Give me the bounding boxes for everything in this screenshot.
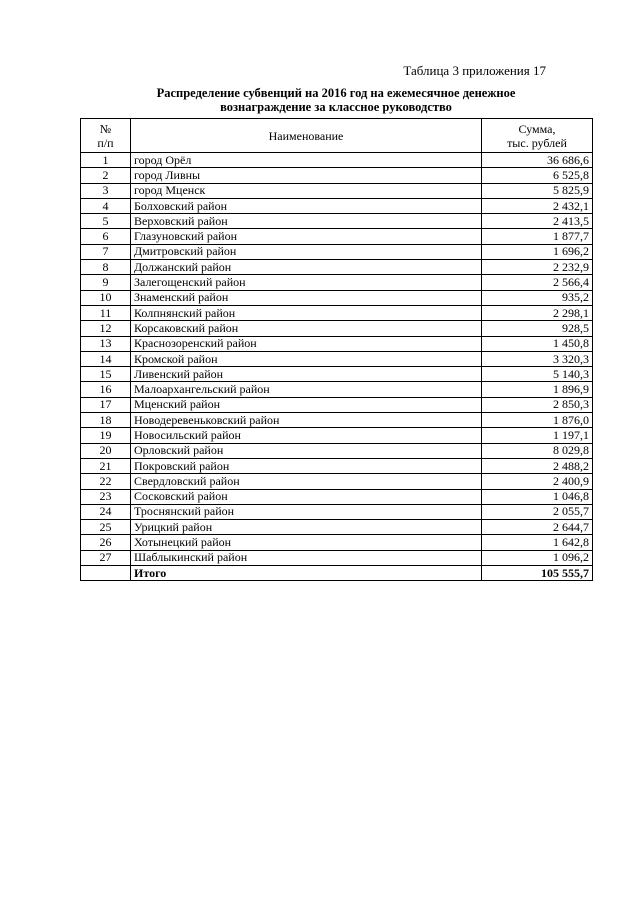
row-number-cell: 4 (81, 198, 131, 213)
table-body (81, 153, 593, 581)
column-header-number-line-2: п/п (97, 135, 114, 150)
column-header-name: Наименование (131, 119, 482, 153)
row-number-cell: 22 (81, 474, 131, 489)
row-name-cell: Орловский район (131, 443, 482, 458)
table-row (81, 382, 593, 397)
row-sum-cell: 1 046,8 (482, 489, 593, 504)
table-row (81, 367, 593, 382)
row-number-cell: 17 (81, 397, 131, 412)
row-sum-cell: 3 320,3 (482, 351, 593, 366)
table-row (81, 260, 593, 275)
row-sum-cell: 5 825,9 (482, 183, 593, 198)
row-number-cell: 14 (81, 351, 131, 366)
row-number-cell: 16 (81, 382, 131, 397)
subsidy-table (80, 118, 593, 581)
table-row (81, 428, 593, 443)
table-row (81, 535, 593, 550)
row-number-cell: 15 (81, 367, 131, 382)
row-sum-cell: 2 413,5 (482, 214, 593, 229)
row-sum-cell: 8 029,8 (482, 443, 593, 458)
table-row (81, 183, 593, 198)
row-name-cell: Залегощенский район (131, 275, 482, 290)
column-header-sum-line-2: тыс. рублей (507, 135, 567, 150)
table-row (81, 321, 593, 336)
table-row (81, 244, 593, 259)
row-name-cell: Глазуновский район (131, 229, 482, 244)
table-row (81, 229, 593, 244)
row-number-cell: 10 (81, 290, 131, 305)
row-name-cell: Троснянский район (131, 504, 482, 519)
table-row (81, 489, 593, 504)
row-name-cell: город Мценск (131, 183, 482, 198)
table-total-row (81, 566, 593, 581)
row-number-cell: 27 (81, 550, 131, 565)
row-sum-cell: 2 232,9 (482, 260, 593, 275)
column-header-sum (482, 119, 593, 153)
row-name-cell: Новодеревеньковский район (131, 413, 482, 428)
row-number-cell: 13 (81, 336, 131, 351)
row-number-cell: 24 (81, 504, 131, 519)
row-name-cell: Краснозоренский район (131, 336, 482, 351)
row-sum-cell: 1 197,1 (482, 428, 593, 443)
row-name-cell: Болховский район (131, 198, 482, 213)
table-row (81, 550, 593, 565)
row-sum-cell: 2 432,1 (482, 198, 593, 213)
document-title-line-2: вознаграждение за классное руководство (220, 100, 452, 114)
row-name-cell: Урицкий район (131, 520, 482, 535)
row-number-cell: 1 (81, 153, 131, 168)
row-sum-cell: 2 298,1 (482, 305, 593, 320)
row-sum-cell: 5 140,3 (482, 367, 593, 382)
row-number-cell: 25 (81, 520, 131, 535)
column-header-sum-line-1: Сумма, (518, 121, 556, 136)
row-sum-cell: 1 876,0 (482, 413, 593, 428)
total-sum-cell: 105 555,7 (482, 566, 593, 581)
row-sum-cell: 1 877,7 (482, 229, 593, 244)
row-number-cell: 11 (81, 305, 131, 320)
row-sum-cell: 1 696,2 (482, 244, 593, 259)
table-row (81, 520, 593, 535)
row-number-cell: 19 (81, 428, 131, 443)
column-header-number (81, 119, 131, 153)
table-row (81, 351, 593, 366)
table-reference: Таблица 3 приложения 17 (403, 63, 546, 78)
table-row (81, 413, 593, 428)
row-name-cell: Шаблыкинский район (131, 550, 482, 565)
row-sum-cell: 928,5 (482, 321, 593, 336)
row-number-cell: 26 (81, 535, 131, 550)
row-number-cell: 21 (81, 458, 131, 473)
row-name-cell: Ливенский район (131, 367, 482, 382)
table-row (81, 397, 593, 412)
row-number-cell: 18 (81, 413, 131, 428)
row-name-cell: Корсаковский район (131, 321, 482, 336)
row-number-cell: 3 (81, 183, 131, 198)
table-row (81, 305, 593, 320)
row-name-cell: Должанский район (131, 260, 482, 275)
table-row (81, 290, 593, 305)
row-name-cell: город Орёл (131, 153, 482, 168)
row-number-cell: 6 (81, 229, 131, 244)
row-sum-cell: 1 096,2 (482, 550, 593, 565)
row-number-cell: 5 (81, 214, 131, 229)
table-header-row (81, 119, 593, 153)
row-number-cell: 9 (81, 275, 131, 290)
table-row (81, 198, 593, 213)
column-header-number-line-1: № (99, 121, 112, 136)
row-sum-cell: 935,2 (482, 290, 593, 305)
row-name-cell: Сосковский район (131, 489, 482, 504)
row-name-cell: Покровский район (131, 458, 482, 473)
total-number-cell (81, 566, 131, 581)
row-name-cell: Новосильский район (131, 428, 482, 443)
row-name-cell: Малоархангельский район (131, 382, 482, 397)
row-name-cell: Знаменский район (131, 290, 482, 305)
row-name-cell: Дмитровский район (131, 244, 482, 259)
row-sum-cell: 2 055,7 (482, 504, 593, 519)
table-row (81, 214, 593, 229)
row-name-cell: Кромской район (131, 351, 482, 366)
table-row (81, 153, 593, 168)
row-sum-cell: 2 488,2 (482, 458, 593, 473)
row-sum-cell: 2 644,7 (482, 520, 593, 535)
row-sum-cell: 1 896,9 (482, 382, 593, 397)
table-row (81, 474, 593, 489)
table-row (81, 504, 593, 519)
row-number-cell: 20 (81, 443, 131, 458)
row-name-cell: Мценский район (131, 397, 482, 412)
document-title-line-1: Распределение субвенций на 2016 год на ежемесячное денежное (156, 86, 516, 100)
row-number-cell: 2 (81, 168, 131, 183)
row-name-cell: Свердловский район (131, 474, 482, 489)
table-row (81, 275, 593, 290)
row-number-cell: 8 (81, 260, 131, 275)
row-sum-cell: 2 850,3 (482, 397, 593, 412)
row-number-cell: 7 (81, 244, 131, 259)
row-sum-cell: 2 400,9 (482, 474, 593, 489)
row-name-cell: Верховский район (131, 214, 482, 229)
row-sum-cell: 1 642,8 (482, 535, 593, 550)
row-name-cell: Хотынецкий район (131, 535, 482, 550)
table-row (81, 168, 593, 183)
row-sum-cell: 1 450,8 (482, 336, 593, 351)
table-row (81, 336, 593, 351)
table-row (81, 443, 593, 458)
row-name-cell: Колпнянский район (131, 305, 482, 320)
row-sum-cell: 36 686,6 (482, 153, 593, 168)
total-label-cell: Итого (131, 566, 482, 581)
row-sum-cell: 6 525,8 (482, 168, 593, 183)
row-sum-cell: 2 566,4 (482, 275, 593, 290)
row-number-cell: 12 (81, 321, 131, 336)
table-row (81, 458, 593, 473)
row-number-cell: 23 (81, 489, 131, 504)
document-title (80, 86, 592, 114)
row-name-cell: город Ливны (131, 168, 482, 183)
